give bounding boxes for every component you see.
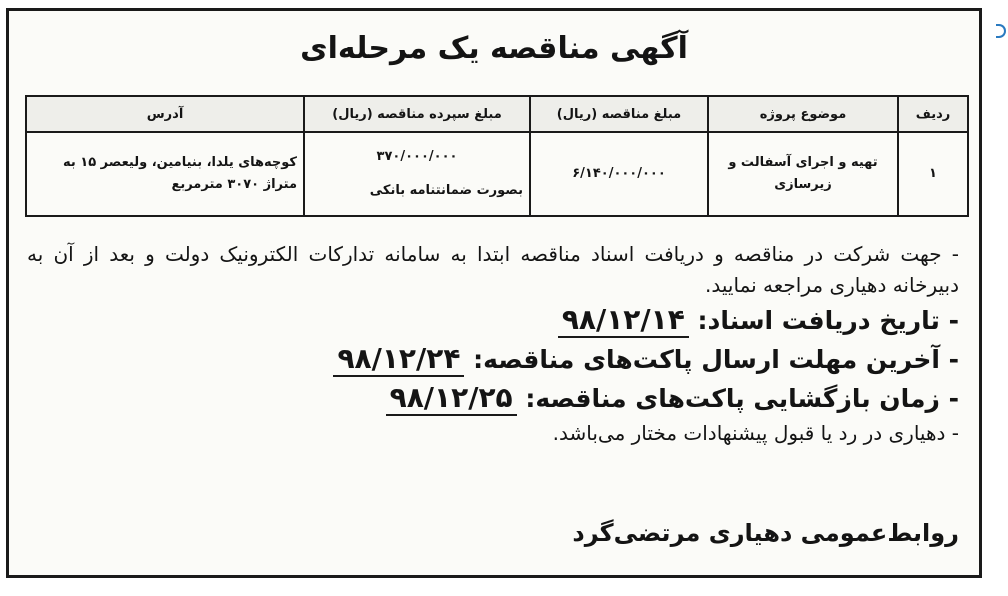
submit-deadline-line bbox=[27, 340, 959, 379]
notice-body bbox=[17, 17, 971, 569]
opening-date-label: - زمان بازگشایی پاکت‌های مناقصه: bbox=[525, 384, 959, 413]
project-address: کوچه‌های یلدا، بنیامین، ولیعصر ۱۵ به متراژ ۳۰۷۰ مترمربع bbox=[26, 132, 304, 216]
corner-mark bbox=[996, 24, 1006, 38]
header-tender-amount: مبلغ مناقصه (ریال) bbox=[530, 96, 708, 132]
receive-date-label: - تاریخ دریافت اسناد: bbox=[697, 306, 959, 335]
header-deposit-amount: مبلغ سپرده مناقصه (ریال) bbox=[304, 96, 530, 132]
deposit-amount: ۳۷۰/۰۰۰/۰۰۰ bbox=[376, 149, 458, 164]
opening-date-line bbox=[27, 379, 959, 418]
submit-deadline-value: ۹۸/۱۲/۲۴ bbox=[333, 342, 464, 377]
table-row bbox=[26, 132, 968, 216]
notice-title: آگهی مناقصه یک مرحله‌ای bbox=[300, 31, 688, 66]
submit-deadline-label: - آخرین مهلت ارسال پاکت‌های مناقصه: bbox=[473, 345, 959, 374]
row-number: ۱ bbox=[898, 132, 968, 216]
deposit-cell bbox=[304, 132, 530, 216]
deposit-note: بصورت ضمانتنامه بانکی bbox=[369, 183, 523, 198]
tender-table bbox=[25, 95, 969, 217]
intro-paragraph: - جهت شرکت در مناقصه و دریافت اسناد مناقصه ابتدا به سامانه تدارکات الکترونیک دولت و بعد از آن به دبیرخانه دهیاری مراجعه نمایید. bbox=[27, 242, 959, 297]
table-header-row bbox=[26, 96, 968, 132]
receive-date-line bbox=[27, 301, 959, 340]
header-project-subject: موضوع پروژه bbox=[708, 96, 898, 132]
project-subject: تهیه و اجرای آسفالت و زیرسازی bbox=[708, 132, 898, 216]
tender-amount: ۶/۱۴۰/۰۰۰/۰۰۰ bbox=[530, 132, 708, 216]
disclaimer-line: - دهیاری در رد یا قبول پیشنهادات مختار می‌باشد. bbox=[552, 421, 959, 445]
notice-frame bbox=[6, 8, 982, 578]
opening-date-value: ۹۸/۱۲/۲۵ bbox=[386, 381, 517, 416]
notice-text bbox=[27, 239, 959, 449]
signature: روابط‌عمومی دهیاری مرتضی‌گرد bbox=[572, 519, 959, 547]
header-address: آدرس bbox=[26, 96, 304, 132]
header-row-number: ردیف bbox=[898, 96, 968, 132]
receive-date-value: ۹۸/۱۲/۱۴ bbox=[558, 303, 689, 338]
